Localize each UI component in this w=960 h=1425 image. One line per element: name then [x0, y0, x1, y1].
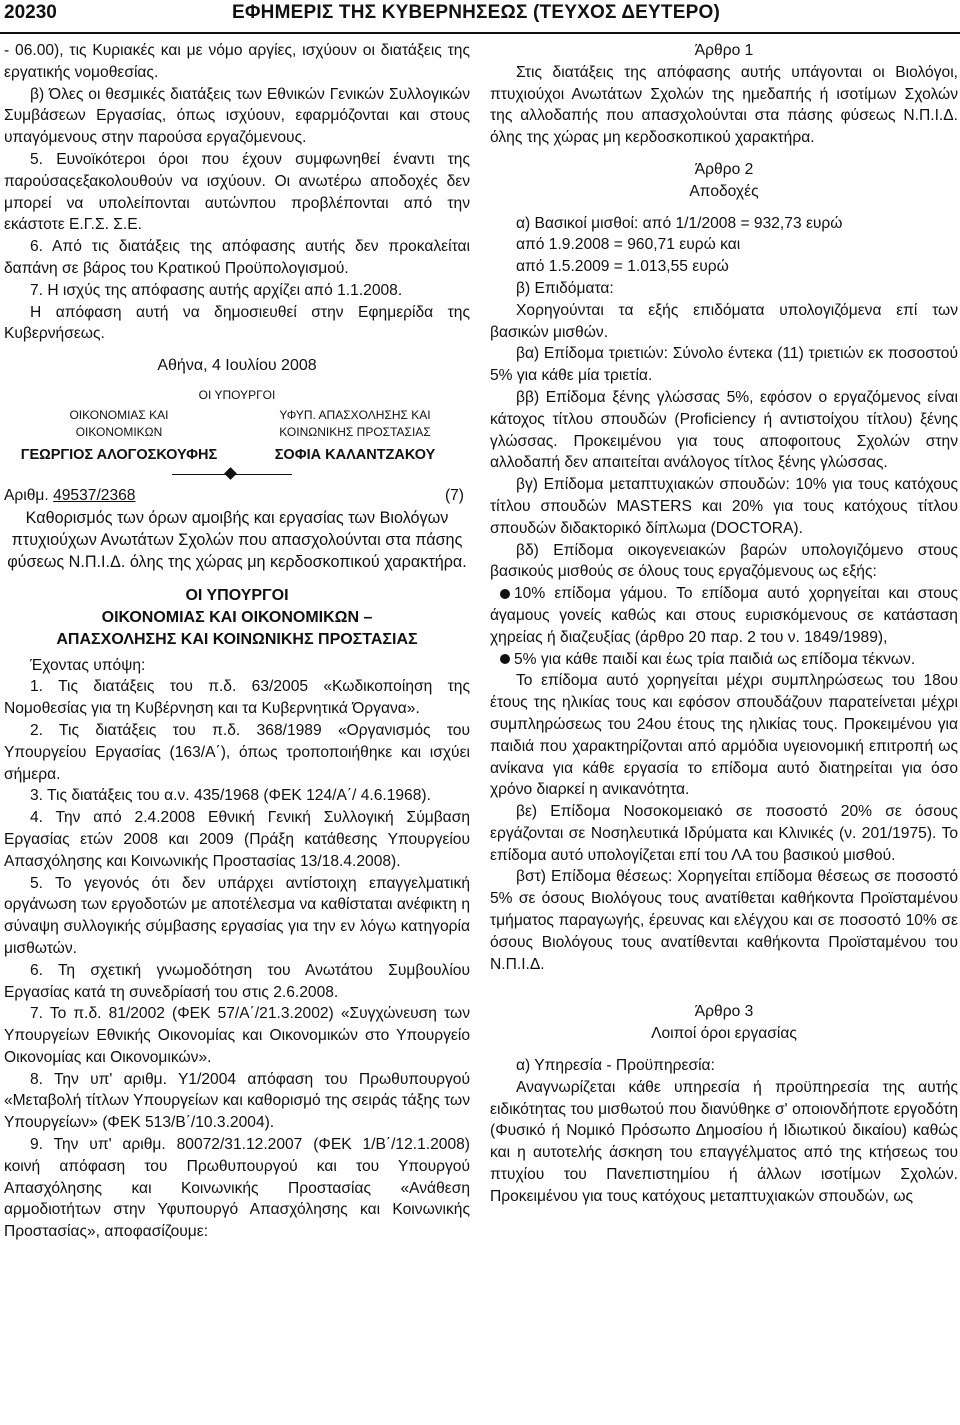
base-salary-line-2: από 1.9.2008 = 960,71 ευρώ και [516, 236, 741, 254]
decision-label: Αριθμ. [4, 487, 49, 505]
allowance-postgraduate: βγ) Επίδομα μεταπτυχιακών σπουδών: 10% για τους κατόχους τίτλου σπουδών MASTERS και 20% για τους κατόχους τίτλου σπουδών διδακτορικό δίπλωμα (DOCTORA). [490, 476, 958, 537]
page-number: 20230 [4, 2, 57, 23]
signature-left [4, 407, 234, 464]
decision-title: Καθορισμός των όρων αμοιβής και εργασίας των Βιολόγων πτυχιούχων Ανωτάτων Σχολών που απασχολούνται στα πάσης φύσεως Ν.Π.Ι.Δ. όλης της χώρας μη κερδοσκοπικού χαρακτήρα. [7, 509, 467, 572]
family-bullet-2 [490, 649, 958, 671]
family-bullet-1-text: 10% επίδομα γάμου. Το επίδομα αυτό χορηγείται και στους άγαμους γονείς καθώς και στους ευρισκόμενους σε κατάσταση χηρείας ή διαζευξίας (άρθρο 20 παρ. 2 του ν. 1849/1989), [490, 585, 958, 646]
recital-4: 4. Την από 2.4.2008 Εθνική Γενική Συλλογική Σύμβαση Εργασίας ετών 2008 και 2009 (Πράξη κατάθεσης Υπουργείου Απασχόλησης και Κοινωνικής Προστασίας 13/18.4.2008). [4, 809, 470, 870]
article-1-text: Στις διατάξεις της απόφασης αυτής υπάγονται οι Βιολόγοι, πτυχιούχοι Ανωτάτων Σχολών της ημεδαπής ή ισοτίμων Σχολών της αλλοδαπής που απασχολούνται στα πάσης φύσεως Ν.Π.Ι.Δ. όλης της χώρας μη κερδοσκοπικού χαρακτήρα. [490, 63, 958, 147]
having-regard: Έχοντας υπόψη: [30, 656, 146, 674]
article-3-subtitle: Λοιποί όροι εργασίας [651, 1025, 797, 1043]
signature-right-role-2: ΚΟΙΝΩΝΙΚΗΣ ΠΡΟΣΤΑΣΙΑΣ [279, 425, 431, 440]
allowance-position: βστ) Επίδομα θέσεως: Χορηγείται επίδομα θέσεως σε ποσοστό 5% σε όσους Βιολόγους τους ανατίθεται καθήκοντα Προϊσταμένου τμήματος παραγωγής, έρευνας και ελέγχου και σε ποσοστό 10% σε όσους Βιολόγους τους ανατίθενται καθήκοντα Προϊσταμένου του Ν.Π.Ι.Δ. [490, 868, 958, 973]
allowances-title: β) Επιδόματα: [516, 279, 614, 297]
paragraph-favorable-terms: 5. Ευνοϊκότεροι όροι που έχουν συμφωνηθεί έναντι της παρούσαςεξακολουθούν να ισχύουν. Οι ανωτέρω αποδοχές δεν μπορεί να υπολείπονται αυτώνπου προβλέπονται από την εκάστοτε Ε.Γ.Σ. Σ.Ε. [4, 150, 470, 234]
article-2-subtitle: Αποδοχές [689, 182, 759, 200]
gazette-title: ΕΦΗΜΕΡΙΣ ΤΗΣ ΚΥΒΕΡΝΗΣΕΩΣ (ΤΕΥΧΟΣ ΔΕΥΤΕΡΟ) [232, 2, 720, 23]
divider-diamond [224, 467, 237, 480]
signature-ministers: ΟΙ ΥΠΟΥΡΓΟΙ [198, 388, 276, 403]
signature-right-name: ΣΟΦΙΑ ΚΑΛΑΝΤΖΑΚΟΥ [274, 447, 436, 464]
base-salary-line-3: από 1.5.2009 = 1.013,55 ευρώ [516, 258, 729, 276]
signature-right-role-1: ΥΦΥΠ. ΑΠΑΣΧΟΛΗΣΗΣ ΚΑΙ [279, 408, 431, 423]
service-text: Αναγνωρίζεται κάθε υπηρεσία ή προϋπηρεσία της αυτής ειδικότητας του μισθωτού που διανύθηκε σ' οποιονδήποτε εργοδότη (Φυσικό ή Νομικό Πρόσωπο Δημοσίου ή Ιδιωτικού δικαίου) καθώς και η αυτοτελής άσκηση του επαγγέλματος από της κτήσεως του πτυχίου του Πανεπιστημίου ή άλλων ισοτίμων Σχολών. Προκειμένου για τους κατόχους μεταπτυχιακών σπουδών, ως [490, 1078, 958, 1205]
allowance-family: βδ) Επίδομα οικογενειακών βαρών υπολογιζόμενο στους βασικούς μισθούς σε όλους τους εργαζόμενους ως εξής: [490, 541, 958, 581]
signature-block [4, 355, 470, 465]
paragraph-hours: - 06.00), τις Κυριακές και με νόμο αργίες, ισχύουν οι διατάξεις της εργατικής νομοθεσίας. [4, 42, 470, 81]
service-title: α) Υπηρεσία - Προϋπηρεσία: [516, 1057, 715, 1075]
family-bullet-2-text: 5% για κάθε παιδί και έως τρία παιδιά ως επίδομα τέκνων. [514, 650, 916, 668]
page-header [0, 0, 960, 30]
recital-3: 3. Τις διατάξεις του α.ν. 435/1968 (ΦΕΚ 124/Α΄/ 4.6.1968). [30, 787, 431, 805]
allowance-triennial: βα) Επίδομα τριετιών: Σύνολο έντεκα (11) τριετιών εκ ποσοστού 5% για κάθε μία τριετία. [490, 345, 958, 385]
signature-left-name: ΓΕΩΡΓΙΟΣ ΑΛΟΓΟΣΚΟΥΦΗΣ [20, 447, 218, 464]
recital-2: 2. Τις διατάξεις του π.δ. 368/1989 «Οργανισμός του Υπουργείου Εργασίας (163/Α΄), όπως τροποποιήθηκε και ισχύει σήμερα. [4, 721, 470, 783]
family-bullet-1 [490, 583, 958, 648]
article-2-title: Άρθρο 2 [694, 160, 754, 178]
allowances-text: Χορηγούνται τα εξής επιδόματα υπολογιζόμενα επί των βασικών μισθών. [490, 301, 958, 341]
family-continuation: Το επίδομα αυτό χορηγείται μέχρι συμπληρώσεως του 18ου έτους της ηλικίας τους και εφόσον σπουδάζουν παρατείνεται μέχρι συμπληρώσεως του 24ου έτους της ηλικίας τους. Προκειμένου για παιδιά που χαρακτηρίζονται από αρμόδια υγειονομική επιτροπή ως ανίκανα για κάθε εργασία το επίδομα αυτό διατηρείται για όσο χρόνο διαρκεί η ανικανότητα. [490, 672, 958, 799]
allowance-foreign-language: ββ) Επίδομα ξένης γλώσσας 5%, εφόσον ο εργαζόμενος είναι κάτοχος τίτλου σπουδών (Proficiency ή αντιστοίχου τίτλου) ξένης γλώσσας. Προκειμένου για τους αποφοιτους Σχολών στην αλλοδαπή δεν απαιτείται ανάλογος τίτλος ξένης γλώσσας. [490, 388, 958, 472]
right-column [490, 40, 958, 1208]
recital-1: 1. Τις διατάξεις του π.δ. 63/2005 «Κωδικοποίηση της Νομοθεσίας για τη Κυβέρνηση και τα Κυβερνητικά Όργανα». [4, 678, 470, 718]
recital-8: 8. Την υπ' αριθμ. Υ1/2004 απόφαση του Πρωθυπουργού «Μεταβολή τίτλων Υπουργείων και καθορισμό της σειράς τάξης των Υπουργείων» (ΦΕΚ 513/Β΄/10.3.2004). [4, 1070, 470, 1132]
recital-7: 7. Το π.δ. 81/2002 (ΦΕΚ 57/Α΄/21.3.2002) «Συγχώνευση των Υπουργείων Εθνικής Οικονομίας και Οικονομικών στο Υπουργείο Οικονομίας και Οικονομικών». [4, 1005, 470, 1066]
base-salary-line-1: α) Βασικοί μισθοί: από 1/1/2008 = 932,73 ευρώ [516, 214, 843, 232]
decision-sequence: (7) [444, 487, 464, 505]
left-column [4, 40, 470, 1243]
signature-place-date: Αθήνα, 4 Ιουλίου 2008 [157, 357, 317, 375]
ministers-heading-2: ΟΙΚΟΝΟΜΙΑΣ ΚΑΙ ΟΙΚΟΝΟΜΙΚΩΝ – [101, 608, 373, 626]
paragraph-collective-agreements: β) Όλες οι θεσμικές διατάξεις των Εθνικών Γενικών Συλλογικών Συμβάσεων Εργασίας, όπως ισχύουν, εφαρμόζονται και στους υπαγόμενους στην παρούσα εργαζόμενους. [4, 85, 470, 147]
decision-header [4, 485, 470, 507]
ministers-heading-1: ΟΙ ΥΠΟΥΡΓΟΙ [185, 587, 289, 605]
decision-number [4, 485, 135, 507]
signature-left-role-2: ΟΙΚΟΝΟΜΙΚΩΝ [75, 425, 163, 440]
bullet-icon [500, 654, 510, 664]
paragraph-publication: Η απόφαση αυτή να δημοσιευθεί στην Εφημερίδα της Κυβερνήσεως. [4, 303, 470, 343]
ministers-heading-3: ΑΠΑΣΧΟΛΗΣΗΣ ΚΑΙ ΚΟΙΝΩΝΙΚΗΣ ΠΡΟΣΤΑΣΙΑΣ [56, 630, 418, 648]
signature-left-role-1: ΟΙΚΟΝΟΜΙΑΣ ΚΑΙ [69, 408, 169, 423]
recital-9: 9. Την υπ' αριθμ. 80072/31.12.2007 (ΦΕΚ 1/Β΄/12.1.2008) κοινή απόφαση του Πρωθυπουργού και του Υπουργού Απασχόλησης και Κοινωνικής Προστασίας «Ανάθεση αρμοδιοτήτων στην Υφυπουργό Απασχόλησης και Κοινωνικής Προστασίας», αποφασίζουμε: [4, 1136, 470, 1241]
paragraph-effective-date: 7. Η ισχύς της απόφασης αυτής αρχίζει από 1.1.2008. [30, 281, 403, 299]
paragraph-budget: 6. Από τις διατάξεις της απόφασης αυτής δεν προκαλείται δαπάνη σε βάρος του Κρατικού Προϋπολογισμού. [4, 238, 470, 277]
decision-number-value: 49537/2368 [53, 487, 136, 505]
article-3-title: Άρθρο 3 [694, 1003, 754, 1021]
allowance-hospital: βε) Επίδομα Νοσοκομειακό σε ποσοστό 20% σε όσους εργάζονται σε Νοσηλευτικά Ιδρύματα και Κλινικές (ν. 201/1975). Το επίδομα αυτό υπολογίζεται επί του ΛΑ του βασικού μισθού. [490, 803, 958, 864]
header-rule [0, 32, 960, 34]
recital-6: 6. Τη σχετική γνωμοδότηση του Ανωτάτου Συμβουλίου Εργασίας κατά τη συνεδρίασή του στις 2.6.2008. [4, 961, 470, 1001]
section-divider [4, 465, 470, 485]
recital-5: 5. Το γεγονός ότι δεν υπάρχει αντίστοιχη επαγγελματική οργάνωση των εργοδοτών με αποτέλεσμα να καθίσταται ανέφικτη η σύναψη συλλογικής σύμβασης εργασίας για την εν λόγω κατηγορία μισθωτών. [4, 874, 470, 957]
bullet-icon [500, 589, 510, 599]
signature-right [240, 407, 470, 464]
article-1-title: Άρθρο 1 [694, 42, 754, 59]
